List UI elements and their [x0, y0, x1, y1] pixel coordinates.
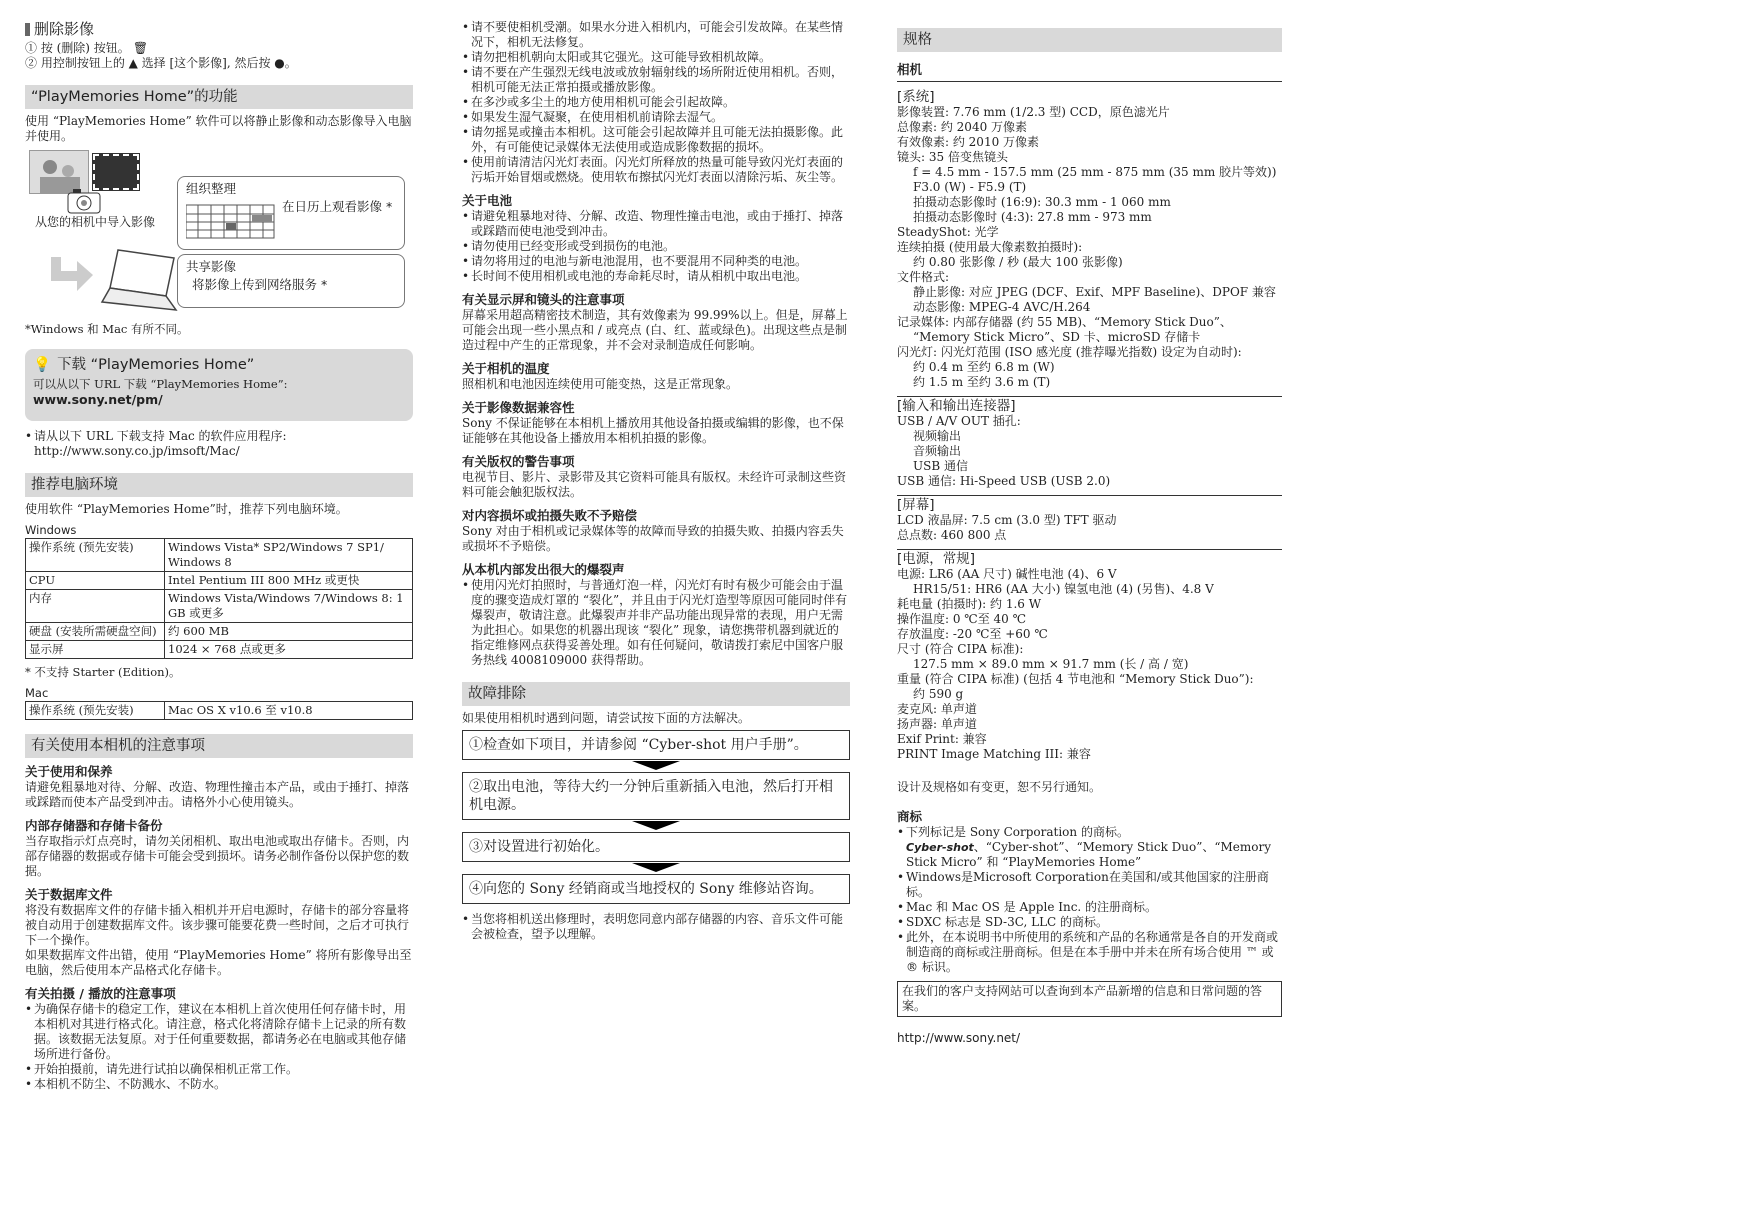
- spec-line: USB 通信: [913, 459, 968, 473]
- table-row: [26, 539, 413, 572]
- compat-title: 关于影像数据兼容性: [462, 400, 575, 415]
- env-section-title: 推荐电脑环境: [31, 477, 118, 493]
- spec-line: 连续拍摄 (使用最大像素数拍摄时):: [897, 240, 1083, 254]
- arrow-down-icon: [632, 821, 680, 830]
- spec-line: 文件格式:: [897, 270, 950, 284]
- trademark-list: [897, 825, 1282, 840]
- title-marker: [25, 23, 30, 36]
- cybershot-marks: [897, 840, 1282, 870]
- list-item: [25, 429, 413, 459]
- table-cell-value: Intel Pentium III 800 MHz 或更快: [165, 572, 413, 590]
- mac-label: Mac: [25, 686, 49, 700]
- table-cell-key: 内存: [26, 590, 165, 623]
- pm-section-header: [25, 85, 413, 109]
- noguarantee-title: 对内容损坏或拍摄失败不予赔偿: [462, 508, 638, 523]
- trouble-step-1: ①检查如下项目，并请参阅 “Cyber-shot 用户手册”。: [462, 730, 850, 760]
- battery-title: 关于电池: [462, 193, 513, 208]
- spec-line: 音频输出: [913, 444, 962, 458]
- notes-section-title: 有关使用本相机的注意事项: [31, 738, 205, 754]
- spec-line: 动态影像: MPEG-4 AVC/H.264: [913, 300, 1091, 314]
- delete-step-1: [25, 41, 413, 56]
- notes-section-header: [25, 734, 413, 758]
- list-item: • 开始拍摄前，请先进行试拍以确保相机正常工作。: [25, 1062, 413, 1077]
- cybershot-logo: Cyber-shot: [906, 841, 974, 854]
- env-section-header: [25, 473, 413, 497]
- power-specs: [897, 567, 1282, 762]
- list-item: • 使用闪光灯拍照时，与普通灯泡一样，闪光灯有时有极少可能会由于温度的骤变造成灯罩的 “裂化”，并且由于闪光灯造型等原因可能同时伴有爆裂声，敬请注意。此爆裂声并非产品功能出现异常的表现，用户无需为此担心。如果您的机器出现该 “裂化” 现象，请您携带机器到就近的指定维修网点获得妥善处理。如有任何疑问，敬请拨打索尼中国客户服务热线 4008109000 获得帮助。: [462, 578, 850, 668]
- trouble-step-3: ③对设置进行初始化。: [462, 832, 850, 862]
- lcd-text: 屏幕采用超高精密技术制造，其有效像素为 99.99%以上。但是，屏幕上可能会出现一些小黑点和 / 或亮点 (白、红、蓝或绿色)。出现这些点是制造过程中产生的正常现象，并不会对录制造成任何影响。: [462, 308, 848, 352]
- mac-url[interactable]: http://www.sony.co.jp/imsoft/Mac/: [34, 444, 240, 458]
- db-title: 关于数据库文件: [25, 887, 113, 902]
- list-item: • SDXC 标志是 SD-3C, LLC 的商标。: [897, 915, 1282, 930]
- table-cell-value: 约 600 MB: [165, 623, 413, 641]
- trouble-section-title: 故障排除: [468, 686, 526, 702]
- noise-title: 从本机内部发出很大的爆裂声: [462, 562, 625, 577]
- trouble-step-4: ④向您的 Sony 经销商或当地授权的 Sony 维修站咨询。: [462, 874, 850, 904]
- spec-line: 尺寸 (符合 CIPA 标准):: [897, 642, 1024, 656]
- pm-illustration: [25, 150, 413, 318]
- screen-specs: [897, 513, 1282, 543]
- spec-line: 约 0.80 张影像 / 秒 (最大 100 张影像): [913, 255, 1123, 269]
- starter-note: * 不支持 Starter (Edition)。: [25, 665, 181, 679]
- spec-line: 127.5 mm × 89.0 mm × 91.7 mm (长 / 高 / 宽): [913, 657, 1189, 671]
- list-item: • 请不要使相机受潮。如果水分进入相机内，可能会引发故障。在某些情况下，相机无法修复。: [462, 20, 850, 50]
- shoot-list: [25, 1002, 413, 1092]
- arrow-down-icon: [632, 863, 680, 872]
- spec-line: 闪光灯: 闪光灯范围 (ISO 感光度 (推荐曝光指数) 设定为自动时):: [897, 345, 1242, 359]
- spec-line: Exif Print: 兼容: [897, 732, 987, 746]
- spec-line: 总点数: 460 800 点: [897, 528, 1007, 542]
- download-text: 可以从以下 URL 下载 “PlayMemories Home”:: [33, 377, 288, 391]
- spec-line: 约 590 g: [913, 687, 964, 701]
- sony-url[interactable]: http://www.sony.net/: [897, 1031, 1021, 1045]
- compat-text: Sony 不保证能够在本相机上播放用其他设备拍摄或编辑的影像，也不保证能够在其他设备上播放用本相机拍摄的影像。: [462, 416, 844, 445]
- share-title: 共享影像: [186, 259, 237, 274]
- spec-line: PRINT Image Matching III: 兼容: [897, 747, 1091, 761]
- calendar-view-label: 在日历上观看影像 *: [282, 199, 393, 214]
- pm-os-note: *Windows 和 Mac 有所不同。: [25, 322, 189, 336]
- spec-line: “Memory Stick Micro”、SD 卡、microSD 存储卡: [913, 330, 1201, 344]
- trademark-title: 商标: [897, 809, 923, 824]
- screen-title: [屏幕]: [897, 495, 1282, 513]
- laptop-icon: [100, 248, 180, 314]
- list-item: • 下列标记是 Sony Corporation 的商标。: [897, 825, 1282, 840]
- env-description: 使用软件 “PlayMemories Home”时，推荐下列电脑环境。: [25, 502, 348, 516]
- spec-section-title: 规格: [903, 32, 932, 48]
- upload-label: 将影像上传到网络服务 *: [192, 277, 328, 292]
- spec-section-header: [897, 28, 1282, 52]
- table-cell-value: 1024 × 768 点或更多: [165, 641, 413, 659]
- list-item: • 使用前请清洁闪光灯表面。闪光灯所释放的热量可能导致闪光灯表面的污垢开始冒烟或燃烧。使用软布擦拭闪光灯表面以清除污垢、灰尘等。: [462, 155, 850, 185]
- trouble-note-list: [462, 912, 850, 942]
- lcd-title: 有关显示屏和镜头的注意事项: [462, 292, 625, 307]
- table-cell-value: Mac OS X v10.6 至 v10.8: [165, 702, 413, 720]
- table-cell-key: CPU: [26, 572, 165, 590]
- noguarantee-text: Sony 对由于相机或记录媒体等的故障而导致的拍摄失败、拍摄内容丢失或损坏不予赔偿。: [462, 524, 844, 553]
- list-item: • 请勿将用过的电池与新电池混用，也不要混用不同种类的电池。: [462, 254, 850, 269]
- lightbulb-icon: 💡: [33, 357, 52, 373]
- support-box: [897, 981, 1282, 1017]
- system-title: [系统]: [897, 89, 935, 105]
- system-specs: [897, 105, 1282, 390]
- column-3: [897, 20, 1282, 1046]
- trouble-section-header: [462, 682, 850, 706]
- trash-icon: 🗑: [132, 41, 149, 55]
- list-item: • 请勿使用已经变形或受到损伤的电池。: [462, 239, 850, 254]
- table-cell-value: Windows Vista* SP2/Windows 7 SP1/ Windows 8: [165, 539, 413, 572]
- column-2: [462, 20, 850, 942]
- list-item: • 本相机不防尘、不防溅水、不防水。: [25, 1077, 413, 1092]
- spec-line: 约 0.4 m 至约 6.8 m (W): [913, 360, 1055, 374]
- arrow-down-icon: [632, 761, 680, 770]
- use-text: 请避免粗暴地对待、分解、改造、物理性撞击本产品，或由于捶打、掉落或踩踏而使本产品受到冲击。请格外小心使用镜头。: [25, 780, 410, 809]
- list-item: • 请勿把相机朝向太阳或其它强光。这可能导致相机故障。: [462, 50, 850, 65]
- table-row: [26, 702, 413, 720]
- people-photo-icon: [30, 151, 88, 193]
- copyright-title: 有关版权的警告事项: [462, 454, 575, 469]
- list-item: • 请不要在产生强烈无线电波或放射辐射线的场所附近使用相机。否则，相机可能无法正常拍摄或播放影像。: [462, 65, 850, 95]
- table-row: [26, 623, 413, 641]
- share-box: [177, 254, 405, 308]
- list-item: • 长时间不使用相机或电池的寿命耗尽时，请从相机中取出电池。: [462, 269, 850, 284]
- spec-line: f = 4.5 mm - 157.5 mm (25 mm - 875 mm (35 mm 胶片等效)): [913, 165, 1277, 179]
- spec-line: 存放温度: -20 ℃至 +60 ℃: [897, 627, 1048, 641]
- import-label: 从您的相机中导入影像: [35, 215, 156, 229]
- delete-section-title: [25, 20, 413, 38]
- spec-line: 操作温度: 0 ℃至 40 ℃: [897, 612, 1027, 626]
- calendar-icon: [186, 201, 276, 239]
- spec-line: USB 通信: Hi-Speed USB (USB 2.0): [897, 474, 1111, 488]
- change-note: 设计及规格如有变更，恕不另行通知。: [897, 780, 1102, 794]
- list-item: • 请避免粗暴地对待、分解、改造、物理性撞击电池，或由于捶打、掉落或踩踏而使电池受到冲击。: [462, 209, 850, 239]
- trademark-marks: 、“Cyber-shot”、“Memory Stick Duo”、“Memory Stick Micro” 和 “PlayMemories Home”: [906, 840, 1272, 869]
- camera-title: 相机: [897, 62, 1282, 82]
- organize-title: 组织整理: [186, 181, 237, 196]
- mac-note: 请从以下 URL 下载支持 Mac 的软件应用程序:: [34, 429, 287, 443]
- table-cell-key: 操作系统 (预先安装): [26, 702, 165, 720]
- spec-line: 影像装置: 7.76 mm (1/2.3 型) CCD，原色滤光片: [897, 105, 1170, 119]
- spec-line: 镜头: 35 倍变焦镜头: [897, 150, 1008, 164]
- table-cell-key: 显示屏: [26, 641, 165, 659]
- spec-line: SteadyShot: 光学: [897, 225, 999, 239]
- trouble-step-2: ②取出电池，等待大约一分钟后重新插入电池，然后打开相机电源。: [462, 772, 850, 820]
- table-cell-key: 硬盘 (安装所需硬盘空间): [26, 623, 165, 641]
- download-title-text: 下载 “PlayMemories Home”: [57, 357, 255, 373]
- table-row: [26, 641, 413, 659]
- download-url[interactable]: www.sony.net/pm/: [33, 392, 163, 407]
- camera-icon: [67, 188, 101, 214]
- list-item: • 在多沙或多尘土的地方使用相机可能会引起故障。: [462, 95, 850, 110]
- table-row: [26, 572, 413, 590]
- list-item: • 此外，在本说明书中所使用的系统和产品的名称通常是各自的开发商或制造商的商标或注册商标。但是在本手册中并未在所有场合使用 ™ 或 ® 标识。: [897, 930, 1282, 975]
- download-box: [25, 349, 413, 421]
- mac-download-list: [25, 429, 413, 459]
- list-item: • 为确保存储卡的稳定工作，建议在本相机上首次使用任何存储卡时，用本相机对其进行格式化。请注意，格式化将清除存储卡上记录的所有数据。该数据无法复原。对于任何重要数据，都请务必在电脑或其他存储场所进行备份。: [25, 1002, 413, 1062]
- spec-line: 拍摄动态影像时 (16:9): 30.3 mm - 1 060 mm: [913, 195, 1171, 209]
- table-cell-value: Windows Vista/Windows 7/Windows 8: 1 GB 或更多: [165, 590, 413, 623]
- spec-line: USB / A/V OUT 插孔:: [897, 414, 1021, 428]
- io-specs: [897, 414, 1282, 489]
- trouble-steps: [462, 730, 850, 904]
- arrow-right-icon: [47, 255, 97, 295]
- spec-line: LCD 液晶屏: 7.5 cm (3.0 型) TFT 驱动: [897, 513, 1117, 527]
- temp-title: 关于相机的温度: [462, 361, 550, 376]
- spec-line: 拍摄动态影像时 (4:3): 27.8 mm - 973 mm: [913, 210, 1152, 224]
- list-item: • 当您将相机送出修理时，表明您同意内部存储器的内容、音乐文件可能会被检查，望予以理解。: [462, 912, 850, 942]
- pm-section-title: “PlayMemories Home”的功能: [31, 89, 238, 105]
- spec-line: HR15/51: HR6 (AA 大小) 镍氢电池 (4) (另售)、4.8 V: [913, 582, 1214, 596]
- windows-table: [25, 538, 413, 659]
- delete-title-text: 删除影像: [34, 20, 95, 38]
- mac-table: [25, 701, 413, 720]
- spec-line: F3.0 (W) - F5.9 (T): [913, 180, 1027, 194]
- spec-line: 重量 (符合 CIPA 标准) (包括 4 节电池和 “Memory Stick Duo”):: [897, 672, 1254, 686]
- spec-line: 电源: LR6 (AA 尺寸) 碱性电池 (4)、6 V: [897, 567, 1117, 581]
- use-title: 关于使用和保养: [25, 764, 113, 779]
- spec-line: 视频输出: [913, 429, 962, 443]
- shoot-title: 有关拍摄 / 播放的注意事项: [25, 986, 176, 1001]
- organize-box: [177, 176, 405, 250]
- spec-line: 总像素: 约 2040 万像素: [897, 120, 1028, 134]
- battery-list: [462, 209, 850, 284]
- trouble-description: 如果使用相机时遇到问题，请尝试按下面的方法解决。: [462, 711, 751, 725]
- windows-label: Windows: [25, 523, 77, 537]
- precaution-list: [462, 20, 850, 185]
- db-text-2: 如果数据库文件出错，使用 “PlayMemories Home” 将所有影像导出至电脑，然后使用本产品格式化存储卡。: [25, 948, 412, 977]
- list-item: • 如果发生湿气凝聚，在使用相机前请除去湿气。: [462, 110, 850, 125]
- spec-line: 麦克风: 单声道: [897, 702, 977, 716]
- column-1: [25, 20, 413, 1092]
- spec-line: 静止影像: 对应 JPEG (DCF、Exif、MPF Baseline)、DPOF 兼容: [913, 285, 1276, 299]
- list-item: • Windows是Microsoft Corporation在美国和/或其他国家的注册商标。: [897, 870, 1282, 900]
- table-cell-key: 操作系统 (预先安装): [26, 539, 165, 572]
- memory-title: 内部存储器和存储卡备份: [25, 818, 163, 833]
- noise-list: [462, 578, 850, 668]
- memory-text: 当存取指示灯点亮时，请勿关闭相机、取出电池或取出存储卡。否则，内部存储器的数据或存储卡可能会受到损坏。请务必制作备份以保护您的数据。: [25, 834, 410, 878]
- film-icon: [93, 154, 139, 190]
- spec-line: 约 1.5 m 至约 3.6 m (T): [913, 375, 1051, 389]
- temp-text: 照相机和电池因连续使用可能变热，这是正常现象。: [462, 377, 739, 391]
- power-title: [电源，常规]: [897, 549, 1282, 567]
- delete-step-2: ② 用控制按钮上的 ▲ 选择 [这个影像], 然后按 ●。: [25, 56, 297, 70]
- delete-step-1-text: ① 按 (删除) 按钮。: [25, 41, 130, 55]
- pm-description: 使用 “PlayMemories Home” 软件可以将静止影像和动态影像导入电脑并使用。: [25, 114, 412, 143]
- spec-line: 记录媒体: 内部存储器 (约 55 MB)、“Memory Stick Duo”、: [897, 315, 1232, 329]
- spec-line: 耗电量 (拍摄时): 约 1.6 W: [897, 597, 1042, 611]
- trademark-list-2: [897, 870, 1282, 975]
- spec-line: 扬声器: 单声道: [897, 717, 977, 731]
- copyright-text: 电视节目、影片、录影带及其它资料可能具有版权。未经许可录制这些资料可能会触犯版权法。: [462, 470, 847, 499]
- table-row: [26, 590, 413, 623]
- support-text: 在我们的客户支持网站可以查询到本产品新增的信息和日常问题的答案。: [902, 984, 1263, 1013]
- spec-line: 有效像素: 约 2010 万像素: [897, 135, 1040, 149]
- list-item: • 请勿摇晃或撞击本相机。这可能会引起故障并且可能无法拍摄影像。此外，有可能使记录媒体无法使用或造成影像数据的损坏。: [462, 125, 850, 155]
- io-title: [输入和输出连接器]: [897, 396, 1282, 414]
- db-text-1: 将没有数据库文件的存储卡插入相机并开启电源时，存储卡的部分容量将被自动用于创建数据库文件。该步骤可能要花费一些时间，之后才可执行下一个操作。: [25, 903, 410, 947]
- download-title: [33, 355, 405, 375]
- list-item: • Mac 和 Mac OS 是 Apple Inc. 的注册商标。: [897, 900, 1282, 915]
